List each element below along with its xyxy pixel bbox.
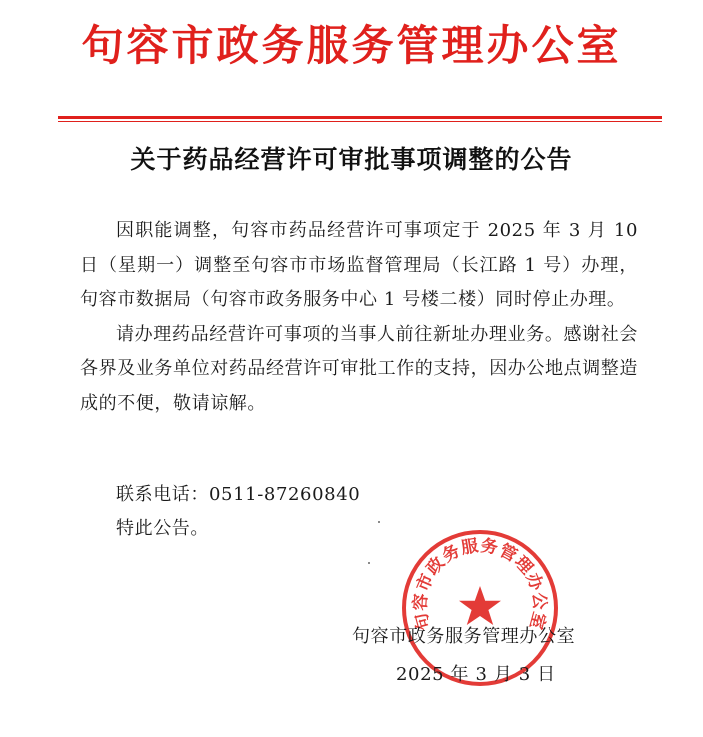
contact-phone: 联系电话：0511-87260840 (116, 484, 361, 505)
notice-body (80, 214, 638, 421)
header-divider-thin (58, 121, 662, 122)
signature-office: 句容市政务服务管理办公室 (352, 626, 576, 647)
notice-title: 关于药品经营许可审批事项调整的公告 (130, 145, 573, 174)
scan-speck (368, 562, 370, 564)
closing-statement: 特此公告。 (116, 518, 209, 539)
scan-speck (378, 521, 380, 523)
body-paragraph: 请办理药品经营许可事项的当事人前往新址办理业务。感谢社会各界及业务单位对药品经营许可审批工作的支持，因办公地点调整造成的不便，敬请谅解。 (80, 323, 638, 414)
body-paragraph: 因职能调整，句容市药品经营许可事项定于 2025 年 3 月 10 日（星期一）调整至句容市市场监督管理局（长江路 1 号）办理，句容市数据局（句容市政务服务中心 1 号楼二楼）同时停止办理。 (80, 220, 638, 310)
issuing-office-header: 句容市政务服务管理办公室 (81, 21, 622, 70)
seal-arc-text: 句容市政务服务管理办公室 (410, 535, 550, 633)
signature-date: 2025 年 3 月 3 日 (396, 664, 556, 685)
header-divider-thick (58, 116, 662, 119)
